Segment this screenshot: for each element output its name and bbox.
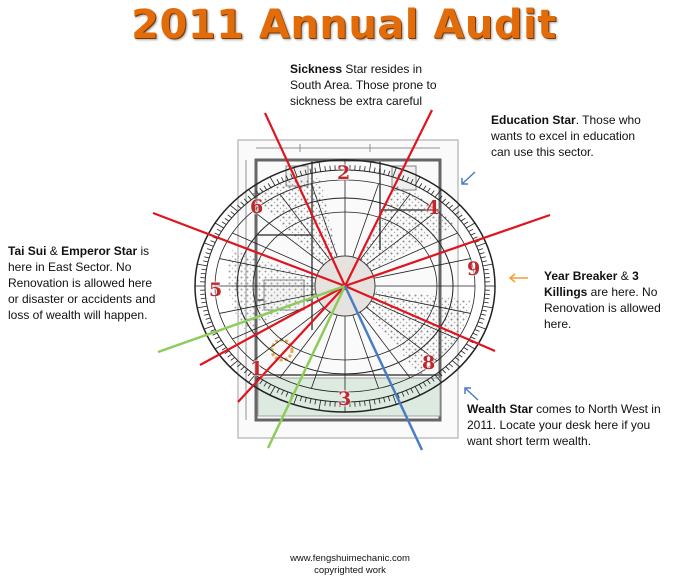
star-number-8: 8: [422, 352, 436, 374]
footer: [250, 553, 450, 577]
footer-website: www.fengshuimechanic.com: [290, 553, 410, 564]
education-star-note: Education Star. Those who wants to excel in education can use this sector.: [491, 113, 641, 159]
star-number-6: 6: [250, 196, 264, 218]
sickness-star-note: Sickness Star resides in South Area. Those prone to sickness be extra careful: [290, 62, 437, 108]
blue-arrow-education: [462, 172, 475, 184]
star-number-9: 9: [467, 258, 481, 280]
star-number-4: 4: [426, 197, 440, 219]
footer-copyright: copyrighted work: [314, 565, 386, 576]
wealth-star-note: Wealth Star comes to North West in 2011. Locate your desk here if you want short term wealth.: [467, 402, 661, 448]
orange-arrow-year-breaker: [510, 274, 528, 282]
year-breaker-note: Year Breaker & 3 Killings are here. No Renovation is allowed here.: [544, 269, 661, 331]
tai-sui-note: Tai Sui & Emperor Star is here in East Sector. No Renovation is allowed here or disaster or accidents and loss of wealth will happen.: [8, 244, 156, 322]
star-number-5: 5: [209, 279, 223, 301]
star-number-3: 3: [338, 388, 352, 410]
blue-arrow-wealth: [465, 388, 478, 400]
star-number-2: 2: [337, 162, 351, 184]
page-title: 2011 Annual Audit: [131, 2, 557, 48]
star-number-1: 1: [250, 358, 264, 380]
